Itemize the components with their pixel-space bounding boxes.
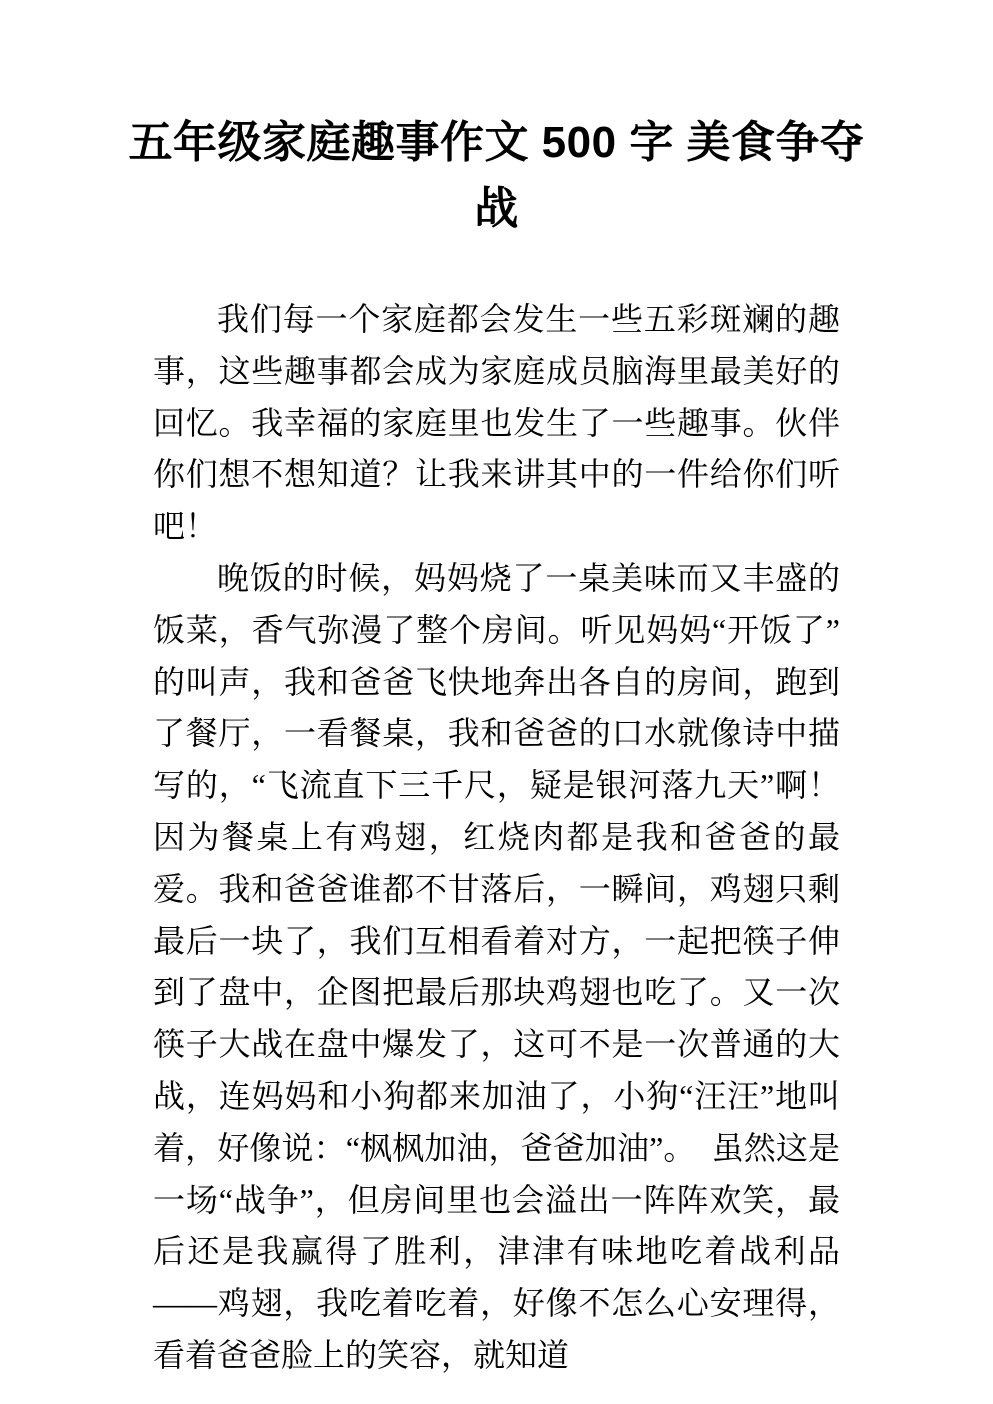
document-title-line1: 五年级家庭趣事作文 500 字 美食争夺	[128, 118, 865, 167]
paragraph-intro: 我们每一个家庭都会发生一些五彩斑斓的趣事，这些趣事都会成为家庭成员脑海里最美好的回忆。我幸福的家庭里也发生了一些趣事。伙伴你们想不想知道？让我来讲其中的一件给你们听吧！	[153, 301, 840, 545]
document-title-line2: 战	[474, 184, 519, 233]
document-title	[124, 110, 869, 242]
paragraph-story: 晚饭的时候，妈妈烧了一桌美味而又丰盛的饭菜，香气弥漫了整个房间。听见妈妈“开饭了”的叫声，我和爸爸飞快地奔出各自的房间，跑到了餐厅，一看餐桌，我和爸爸的口水就像诗中描写的，“飞流直下三千尺，疑是银河落九天”啊！因为餐桌上有鸡翅，红烧肉都是我和爸爸的最爱。我和爸爸谁都不甘落后，一瞬间，鸡翅只剩最后一块了，我们互相看着对方，一起把筷子伸到了盘中，企图把最后那块鸡翅也吃了。又一次筷子大战在盘中爆发了，这可不是一次普通的大战，连妈妈和小狗都来加油了，小狗“汪汪”地叫着，好像说：“枫枫加油，爸爸加油”。 虽然这是一场“战争”，但房间里也会溢出一阵阵欢笑，最后还是我赢得了胜利，津津有味地吃着战利品——鸡翅，我吃着吃着，好像不怎么心安理得，看着爸爸脸上的笑容，就知道	[153, 559, 840, 1373]
document-body	[153, 294, 840, 1382]
